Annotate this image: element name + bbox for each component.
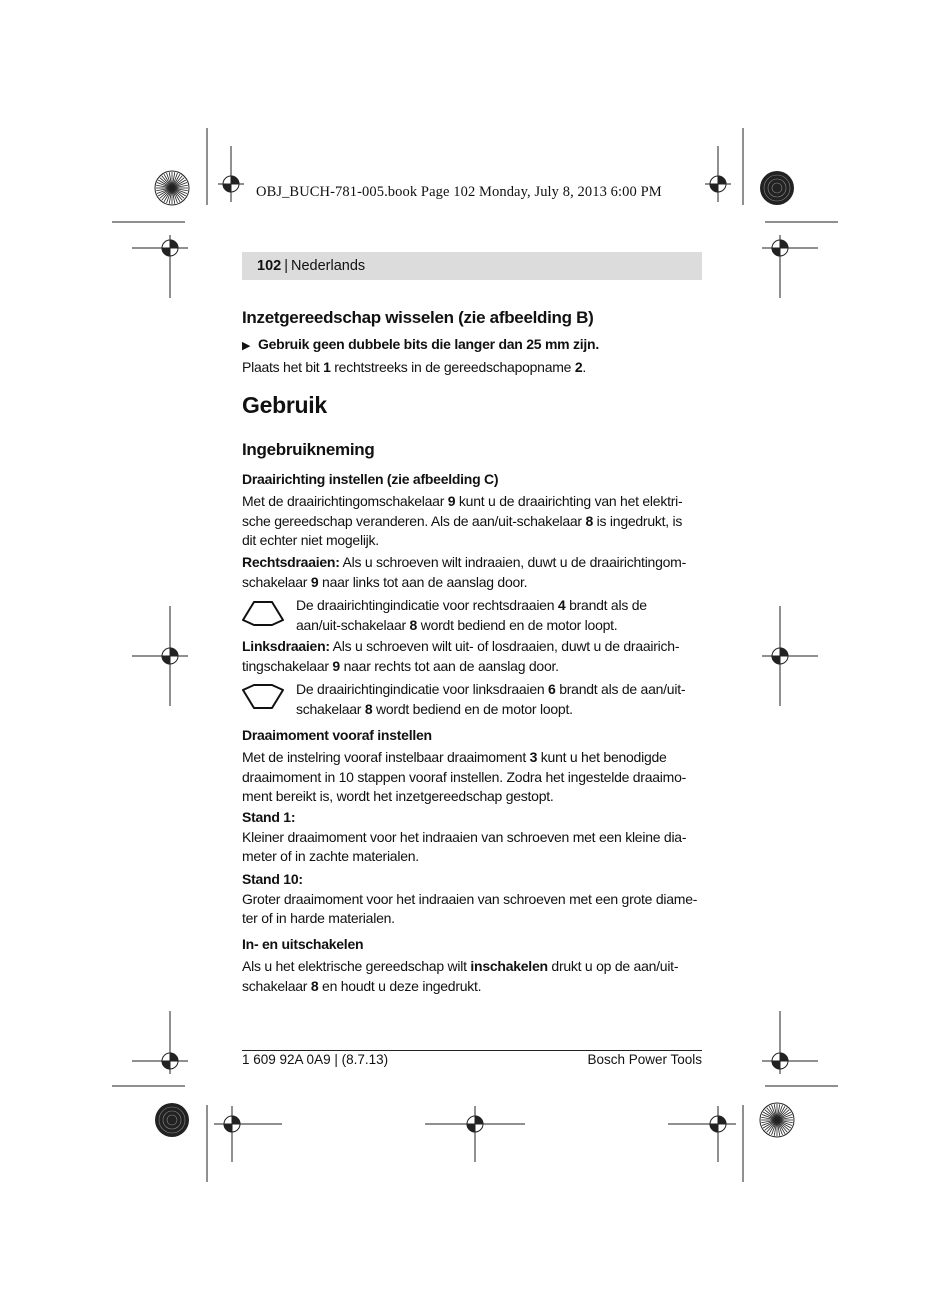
footer-brand: Bosch Power Tools — [587, 1052, 702, 1067]
section-heading-bits: Inzetgereedschap wisselen (zie afbeelding B) — [242, 308, 594, 327]
stand-10: Stand 10: Groter draaimoment voor het indraaien van schroeven met een grote diame- ter of in harde materialen. — [242, 871, 698, 926]
footer-code: 1 609 92A 0A9 | (8.7.13) — [242, 1052, 389, 1067]
right-rotation-indicator: De draairichtingindicatie voor rechtsdraaien 4 brandt als de aan/uit-schakelaar 8 wordt bediend en de motor loopt. — [242, 596, 704, 636]
torque-heading: Draaimoment vooraf instellen — [242, 727, 432, 743]
footer-rule — [242, 1050, 702, 1051]
warning-text: Gebruik geen dubbele bits die langer dan 25 mm zijn. — [258, 336, 599, 352]
header-separator: | — [284, 258, 288, 274]
bit-instruction: Plaats het bit 1 rechtstreeks in de gereedschapopname 2. — [242, 359, 587, 375]
header-language: Nederlands — [290, 258, 366, 274]
left-rotation-indicator: De draairichtingindicatie voor linksdraaien 6 brandt als de aan/uit- schakelaar 8 wordt bediend en de motor loopt. — [242, 680, 704, 720]
left-rotation-text: Linksdraaien: Als u schroeven wilt uit- of losdraaien, duwt u de draairich- tingschakelaar 9 naar rechts tot aan de aanslag door. — [242, 638, 680, 674]
warning-bullet — [242, 335, 704, 357]
right-rotation-text: Rechtsdraaien: Als u schroeven wilt indraaien, duwt u de draairichtingom- schakelaar 9 naar links tot aan de aanslag door. — [242, 554, 686, 590]
arrow-up-icon — [242, 598, 284, 628]
switching-text: Als u het elektrische gereedschap wilt inschakelen drukt u op de aan/uit- schakelaar 8 en houdt u deze ingedrukt. — [242, 958, 679, 994]
torque-text: Met de instelring vooraf instelbaar draaimoment 3 kunt u het benodigde draaimoment in 10 stappen vooraf instellen. Zodra het ingestelde draaimo- ment bereikt is, wordt het inzetgereedschap gestopt. — [242, 749, 687, 804]
page-number: 102 — [257, 258, 282, 274]
slug-line: OBJ_BUCH-781-005.book Page 102 Monday, July 8, 2013 6:00 PM — [256, 184, 662, 200]
subsection-title-ingebruikneming: Ingebruikneming — [242, 440, 375, 459]
triangle-bullet-icon: ▶ — [242, 340, 251, 352]
section-title-gebruik: Gebruik — [242, 392, 327, 418]
stand-1: Stand 1: Kleiner draaimoment voor het indraaien van schroeven met een kleine dia- meter of in zachte materialen. — [242, 809, 687, 864]
page-header — [242, 252, 702, 280]
arrow-down-icon — [242, 682, 284, 712]
rotation-intro: Met de draairichtingomschakelaar 9 kunt u de draairichting van het elektri- sche gereedschap veranderen. Als de aan/uit-schakelaar 8 is ingedrukt, is dit echter niet mogelijk. — [242, 493, 683, 548]
rotation-heading: Draairichting instellen (zie afbeelding C) — [242, 471, 499, 487]
switching-heading: In- en uitschakelen — [242, 936, 364, 952]
